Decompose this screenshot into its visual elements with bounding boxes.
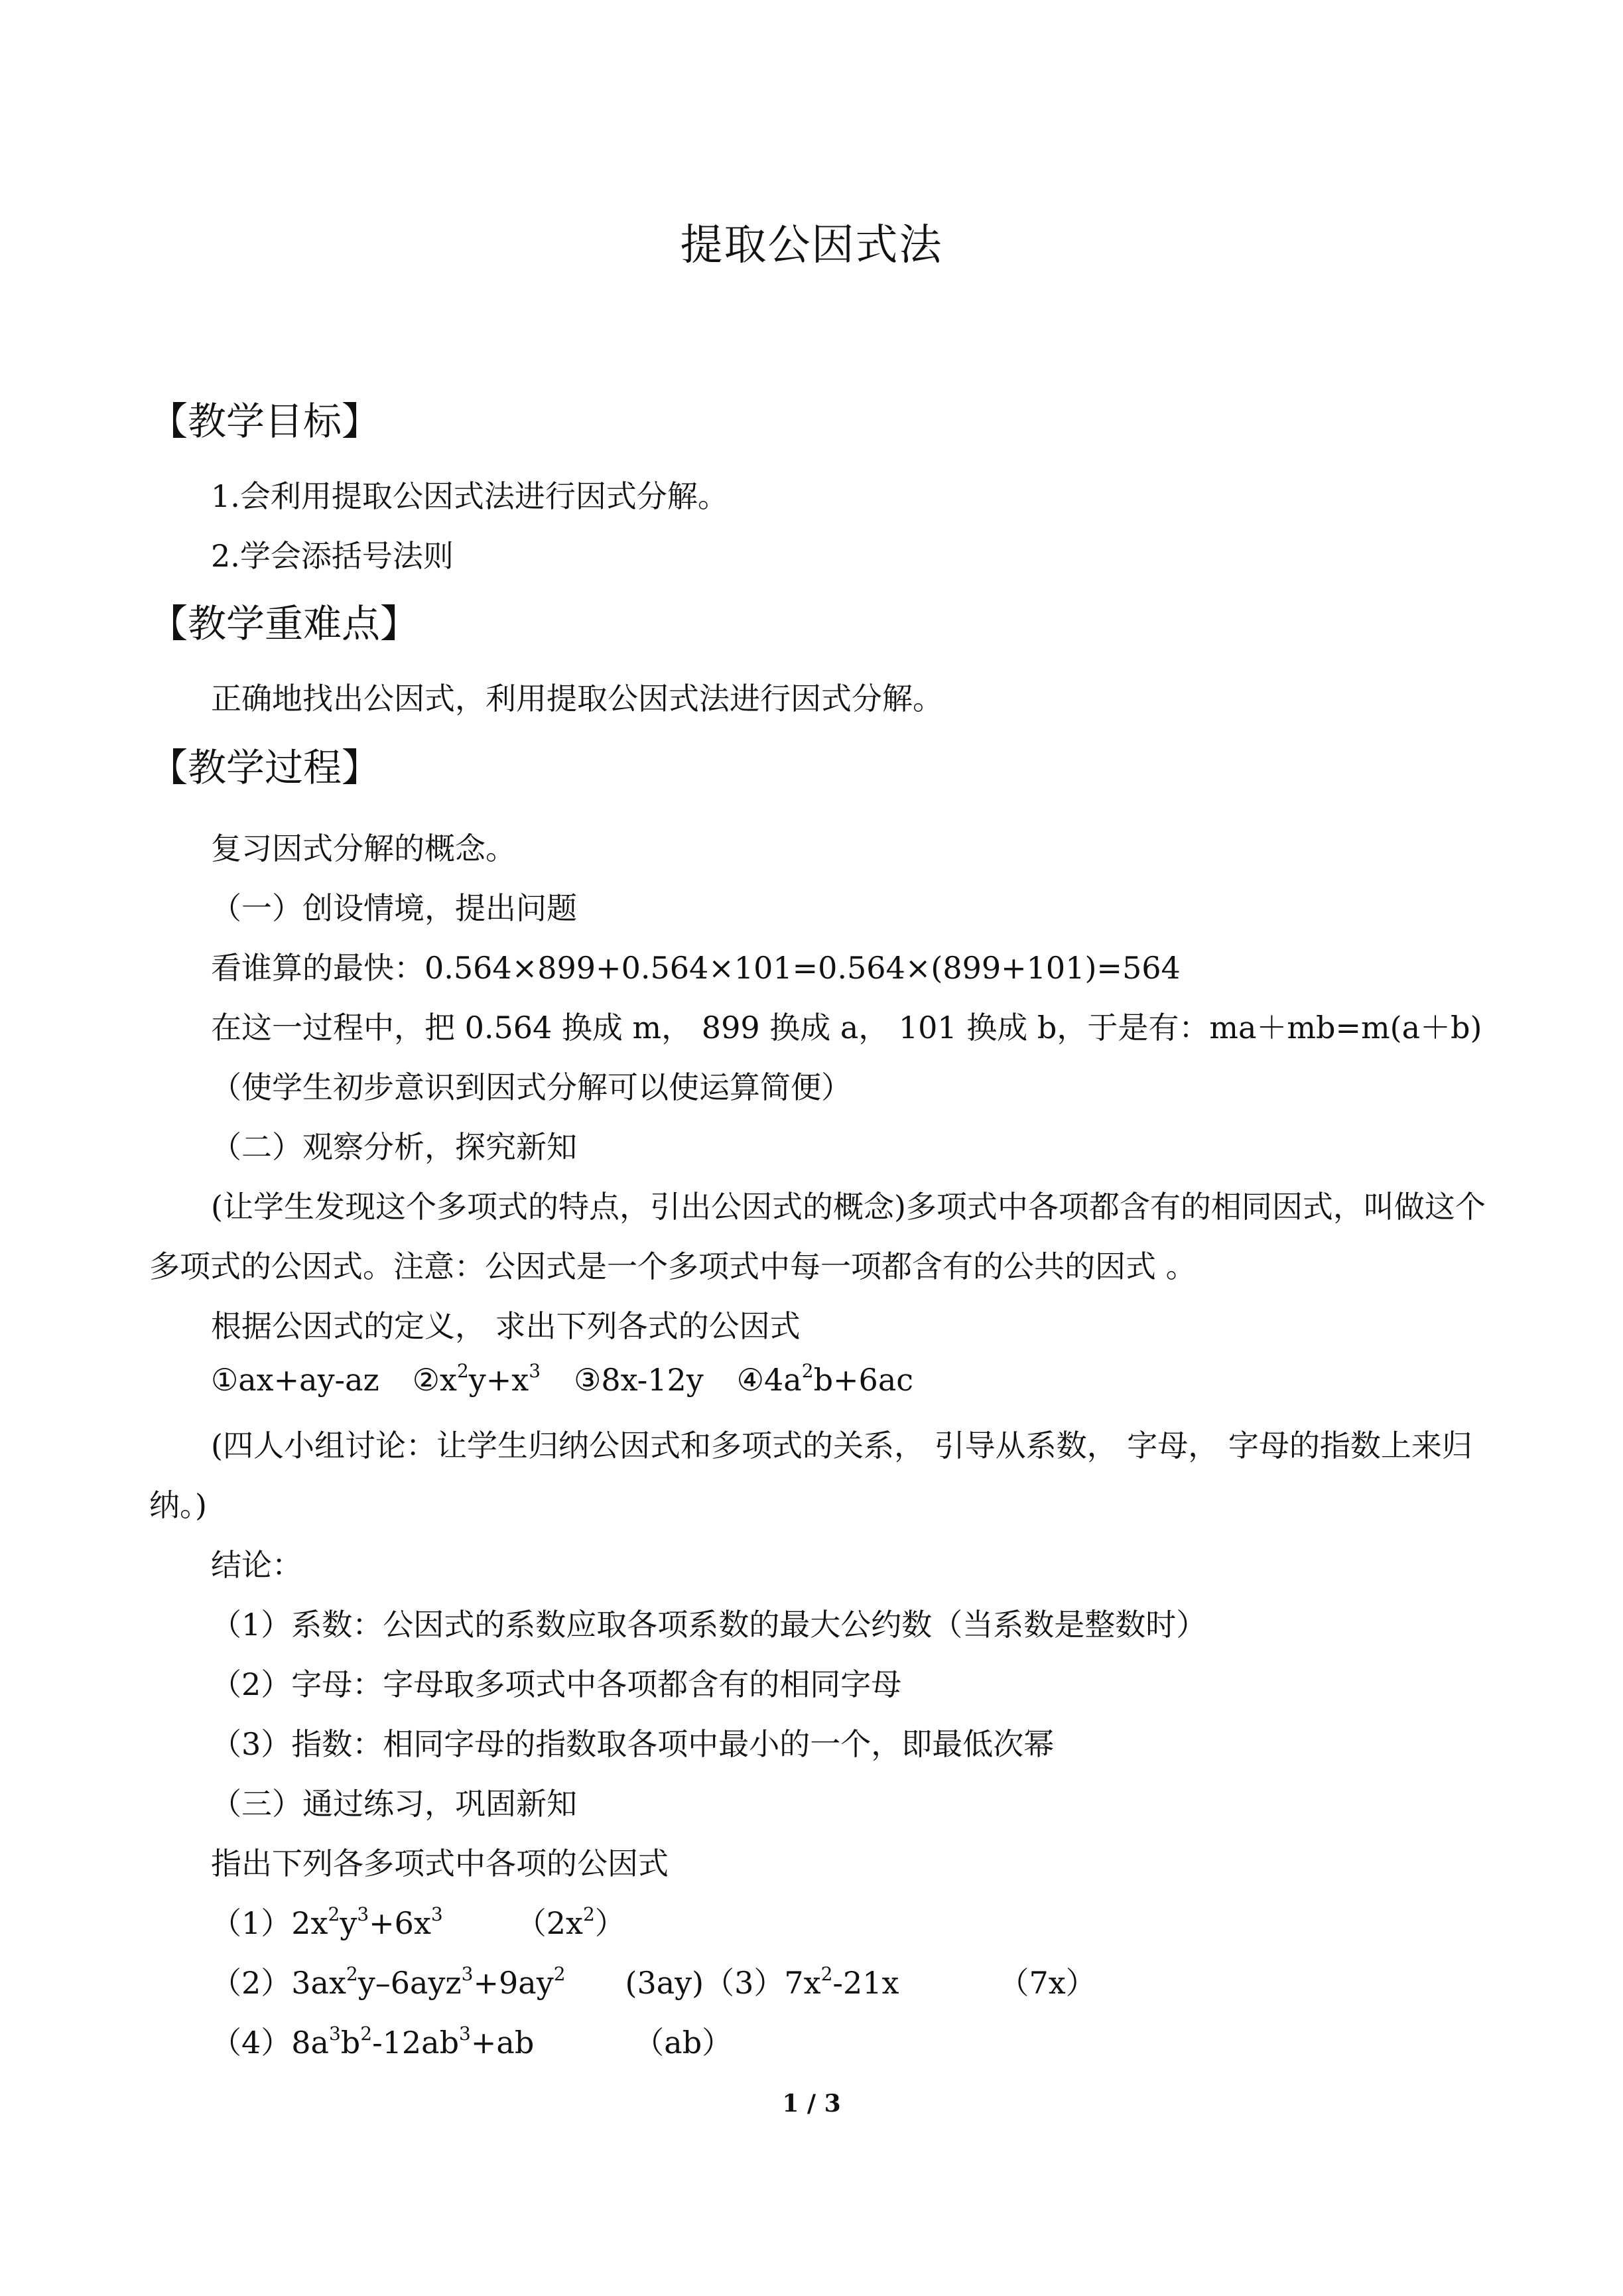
section-heading-goals: 【教学目标】 [149, 399, 381, 444]
conclusion-item-2: （2）字母：字母取多项式中各项都含有的相同字母 [211, 1666, 902, 1702]
calc-text: 看谁算的最快：0.564×899+0.564×101=0.564×(899+101)=564 [211, 950, 1181, 986]
conclusion-item-1: （1）系数：公因式的系数应取各项系数的最大公约数（当系数是整数时） [211, 1607, 1207, 1643]
part1-heading: （一）创设情境，提出问题 [211, 890, 577, 926]
definition-line-1: (让学生发现这个多项式的特点，引出公因式的概念)多项式中各项都含有的相同因式，叫做这个 [211, 1189, 1486, 1225]
exercise-3: ③8x-12y [574, 1362, 704, 1398]
practice-answer-4: （ab） [633, 2025, 733, 2060]
practice-question-2-3: $(2)3ax^2y-6ayz^3+9ay^2$ $(3ay)(3)7x^2-21x$ （7x） [211, 1963, 1096, 2001]
conclusion-label: 结论： [211, 1547, 302, 1583]
practice-task: 指出下列各多项式中各项的公因式 [211, 1846, 669, 1881]
page-number: 1 / 3 [782, 2090, 841, 2118]
practice-question-1: $(1)2x^2y^3+6x^3$ $(2x^2)$ [211, 1903, 625, 1941]
exercise-line [211, 1362, 913, 1398]
task-text: 根据公因式的定义， 求出下列各式的公因式 [211, 1308, 801, 1344]
practice-answer-3: （7x） [998, 1965, 1096, 2001]
exercise-1: ①ax+ay-az [211, 1362, 379, 1398]
definition-line-2: 多项式的公因式。注意：公因式是一个多项式中每一项都含有的公共的因式 。 [149, 1249, 1197, 1284]
review-text: 复习因式分解的概念。 [211, 831, 516, 866]
replace-text: 在这一过程中，把 0.564 换成 m， 899 换成 a， 101 换成 b，于是有：ma＋mb=m(a＋b) [211, 1010, 1482, 1046]
conclusion-item-3: （3）指数：相同字母的指数取各项中最小的一个，即最低次幂 [211, 1726, 1055, 1762]
goal-item-2: 2.学会添括号法则 [211, 538, 454, 574]
part2-heading: （二）观察分析，探究新知 [211, 1129, 577, 1165]
section-heading-keypoints: 【教学重难点】 [149, 601, 419, 646]
practice-answer-2: (3ay) [625, 1965, 704, 2001]
exercise-2: $②x^2y+x^3$ [412, 1360, 541, 1398]
section-heading-process: 【教学过程】 [149, 745, 381, 790]
part3-heading: （三）通过练习，巩固新知 [211, 1786, 577, 1822]
discuss-line-1: (四人小组讨论：让学生归纳公因式和多项式的关系， 引导从系数， 字母， 字母的指数上来归 [211, 1428, 1472, 1463]
practice-question-4: $(4)8a^3b^2-12ab^3+ab$ （ab） [211, 2023, 733, 2060]
note-text: （使学生初步意识到因式分解可以使运算简便） [211, 1069, 852, 1105]
discuss-line-2: 纳。) [149, 1487, 207, 1523]
goal-item-1: 1.会利用提取公因式法进行因式分解。 [211, 478, 728, 514]
page-title: 提取公因式法 [680, 221, 943, 270]
keypoints-text: 正确地找出公因式，利用提取公因式法进行因式分解。 [211, 681, 943, 716]
practice-answer-1: $(2x^2)$ [515, 1903, 625, 1941]
exercise-4: $④4a^2b+6ac$ [736, 1360, 914, 1398]
